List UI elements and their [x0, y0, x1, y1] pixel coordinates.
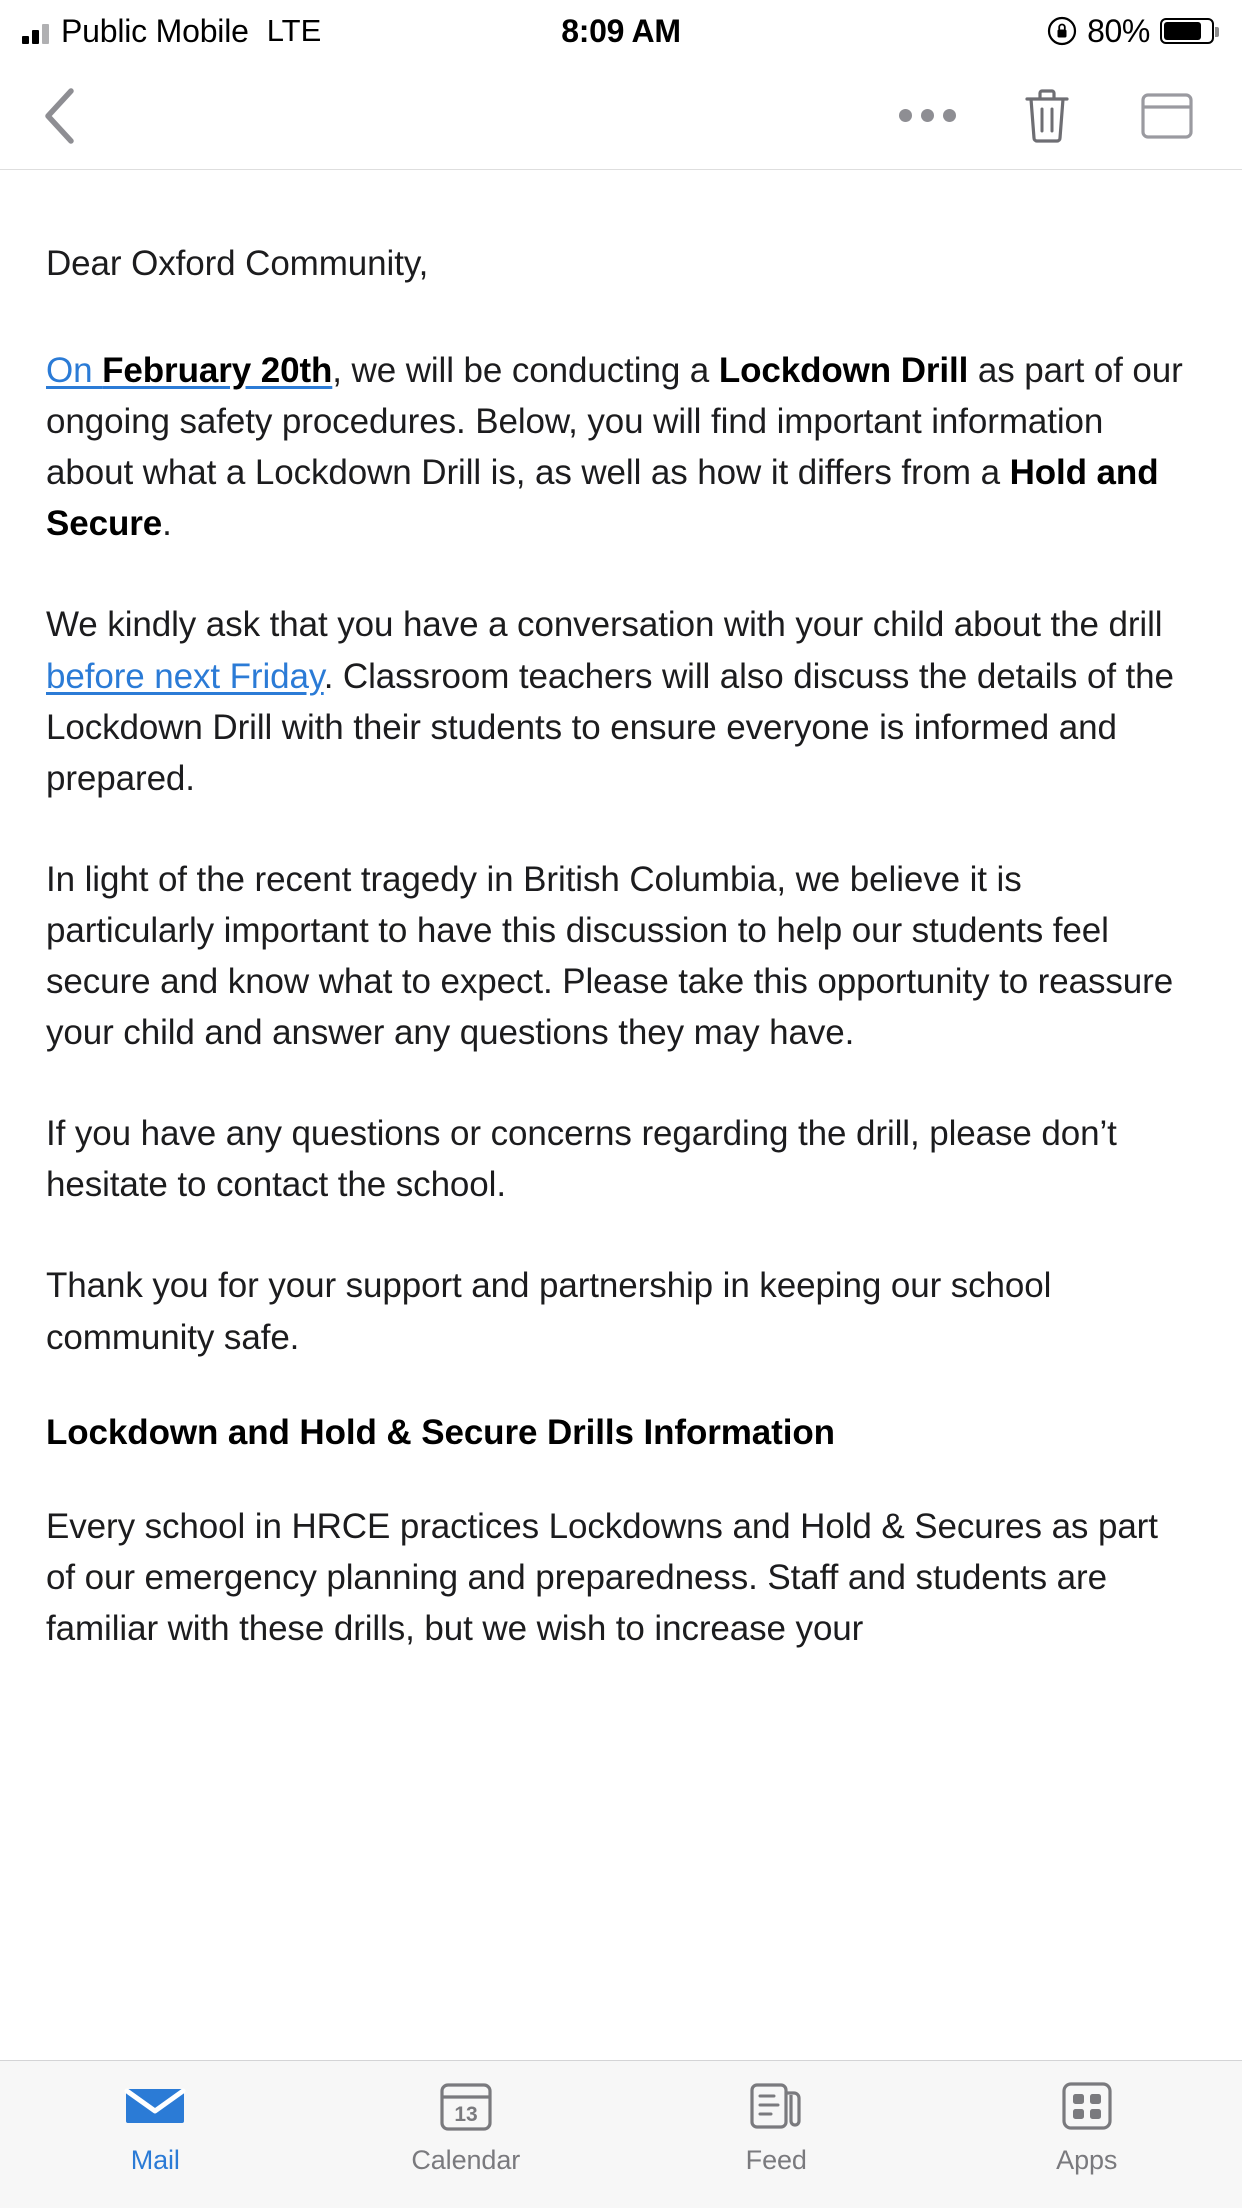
p2-text-1: We kindly ask that you have a conversation with your child about the drill: [46, 605, 1163, 645]
tab-apps[interactable]: [932, 2077, 1242, 2176]
p1-text-4: .: [162, 504, 172, 544]
back-button[interactable]: [40, 84, 94, 148]
more-options-button[interactable]: [896, 84, 958, 148]
link-prefix: On: [46, 351, 103, 391]
mail-icon: [124, 2077, 186, 2135]
carrier-label: Public Mobile: [61, 12, 249, 49]
svg-text:13: 13: [454, 2103, 478, 2126]
battery-icon: [1160, 18, 1214, 44]
bottom-tab-bar: [0, 2060, 1242, 2208]
paragraph-5: Thank you for your support and partnership in keeping our school community safe.: [46, 1266, 1052, 1357]
delete-button[interactable]: [1016, 84, 1078, 148]
paragraph-3: In light of the recent tragedy in British Columbia, we believe it is particularly important to have this discussion to help our students feel secure and know what to expect. Please take this opportunity to reassure your child and answer any questions they may have.: [46, 859, 1174, 1053]
battery-percent-label: 80%: [1087, 12, 1150, 49]
date-link[interactable]: [46, 351, 332, 390]
tab-label-calendar: Calendar: [411, 2145, 521, 2175]
tab-label-feed: Feed: [745, 2145, 807, 2175]
section-heading: Lockdown and Hold & Secure Drills Information: [46, 1412, 835, 1452]
more-options-icon: [899, 109, 956, 122]
before-next-friday-link[interactable]: before next Friday: [46, 656, 324, 696]
status-left: [22, 13, 321, 50]
apps-grid-icon: [1060, 2077, 1114, 2135]
toolbar-actions: [896, 84, 1198, 148]
paragraph-4: If you have any questions or concerns regarding the drill, please don’t hesitate to contact the school.: [46, 1114, 1117, 1205]
tab-label-mail: Mail: [130, 2145, 180, 2175]
network-type-label: LTE: [266, 13, 322, 48]
link-date: February 20th: [102, 351, 333, 391]
tab-mail[interactable]: [0, 2077, 311, 2176]
paragraph-6: Every school in HRCE practices Lockdowns and Hold & Secures as part of our emergency planning and preparedness. Staff and students are familiar with these drills, but we wish to increase your: [46, 1506, 1158, 1648]
salutation: Dear Oxford Community,: [46, 244, 429, 283]
p1-text-2: , we will be conducting a: [332, 351, 719, 391]
archive-button[interactable]: [1136, 84, 1198, 148]
status-right: [1047, 13, 1214, 50]
p1-bold-1: Lockdown Drill: [718, 351, 969, 391]
signal-strength-icon: [22, 18, 49, 44]
chevron-left-icon: [40, 85, 80, 147]
trash-icon: [1019, 86, 1075, 146]
tab-label-apps: Apps: [1056, 2145, 1118, 2175]
calendar-icon: [438, 2077, 494, 2135]
paragraph-1: [46, 345, 1196, 549]
email-body[interactable]: [0, 170, 1242, 2208]
rotation-lock-icon: [1047, 16, 1077, 46]
clock-label: 8:09 AM: [561, 12, 681, 49]
feed-icon: [747, 2077, 805, 2135]
archive-icon: [1138, 87, 1196, 145]
status-bar: [0, 0, 1242, 62]
p1-bold-2: Hold and Secure: [46, 453, 1159, 544]
p2-text-2: . Classroom teachers will also discuss the details of the Lockdown Drill with their students to ensure everyone is informed and prepared.: [46, 656, 1174, 798]
tab-calendar[interactable]: [311, 2077, 622, 2176]
tab-feed[interactable]: [621, 2077, 932, 2176]
p1-text-3: as part of our ongoing safety procedures. Below, you will find important information about what a Lockdown Drill is, as well as how it differs from a: [46, 351, 1183, 493]
paragraph-2: [46, 599, 1196, 803]
message-toolbar: [0, 62, 1242, 170]
